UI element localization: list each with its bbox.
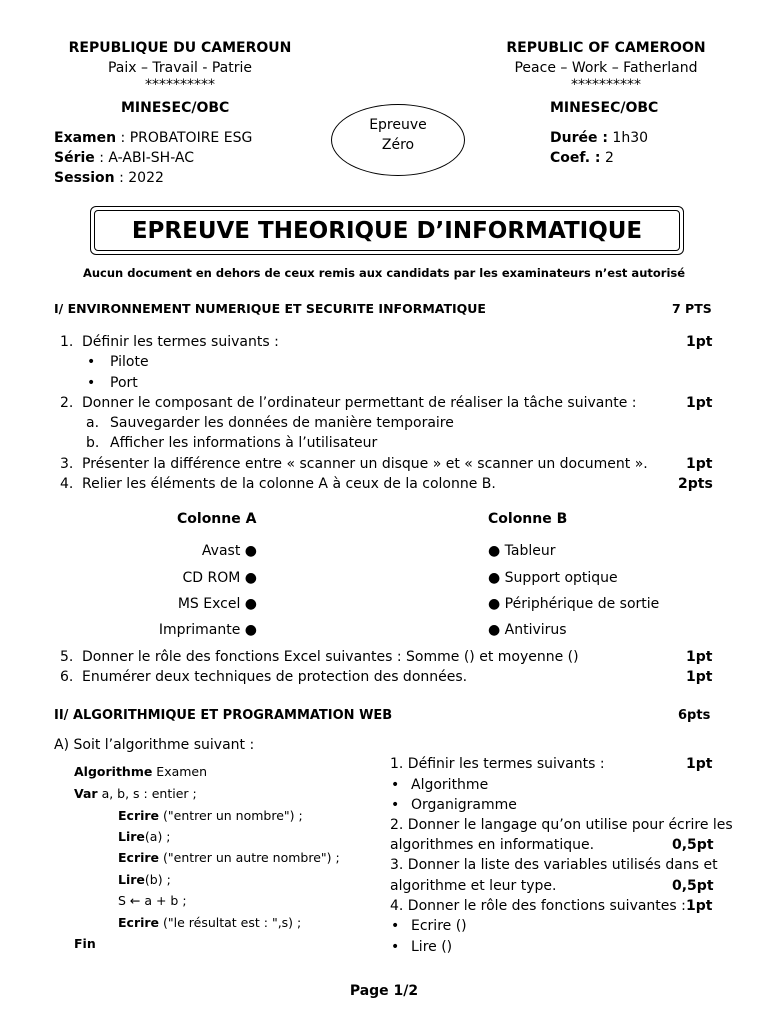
bullet-icon: • [391,918,400,934]
exam-label: Examen [54,130,117,146]
algo-line: Algorithme Examen [74,764,208,779]
q1-item: Pilote [110,354,149,370]
algo-line: Ecrire ("le résultat est : ",s) ; [118,915,302,930]
session-value: : 2022 [114,170,164,186]
header-right [476,38,736,92]
r4-text: 4. Donner le rôle des fonctions suivantes : [390,898,686,914]
q2-letter: a. [86,415,100,431]
bullet-icon: • [391,939,400,955]
epreuve-zero-oval [331,104,465,176]
serie-value: : A-ABI-SH-AC [94,150,195,166]
duration-info [550,128,648,168]
q1-points: 1pt [686,334,713,350]
q6-text: Enumérer deux techniques de protection des données. [82,669,468,685]
title-frame [90,206,684,255]
algo-line: Fin [74,936,96,951]
q3-text: Présenter la différence entre « scanner un disque » et « scanner un document ». [82,456,648,472]
header-left [50,38,310,92]
oval-line2: Zéro [381,137,415,153]
q1-item: Port [110,375,138,391]
exam-title: EPREUVE THEORIQUE D’INFORMATIQUE [94,210,680,251]
column-a-item: Imprimante ● [158,622,257,638]
stars-en: ********** [571,77,641,93]
motto-en: Peace – Work – Fatherland [514,60,698,76]
exam-info [54,128,252,188]
q2-number: 2. [60,395,74,411]
r3-line1: 3. Donner la liste des variables utilisés dans et [390,857,718,873]
q2-letter: b. [86,435,100,451]
coef-label: Coef. : [550,150,601,166]
section2-points: 6pts [678,708,711,723]
algo-line: Lire(b) ; [118,872,171,887]
column-a-item: CD ROM ● [182,570,257,586]
algo-line: S ← a + b ; [118,893,187,908]
q4-points: 2pts [678,476,713,492]
coef-value: 2 [600,150,614,166]
r2-line1: 2. Donner le langage qu’on utilise pour écrire les [390,817,733,833]
stars-fr: ********** [145,77,215,93]
r2-points: 0,5pt [672,837,714,853]
ministry-fr: MINESEC/OBC [121,100,230,116]
q5-text: Donner le rôle des fonctions Excel suivantes : Somme () et moyenne () [82,649,579,665]
q2-text: Donner le composant de l’ordinateur permettant de réaliser la tâche suivante : [82,395,637,411]
q5-number: 5. [60,649,74,665]
q3-number: 3. [60,456,74,472]
column-b-item: ● Périphérique de sortie [488,596,660,612]
q4-text: Relier les éléments de la colonne A à ceux de la colonne B. [82,476,496,492]
algo-line: Ecrire ("entrer un nombre") ; [118,808,303,823]
section2-heading: II/ ALGORITHMIQUE ET PROGRAMMATION WEB [54,708,393,723]
column-a-item: MS Excel ● [177,596,257,612]
column-b-title: Colonne B [488,511,568,527]
r3-line2: algorithme et leur type. [390,878,557,894]
bullet-icon: • [391,797,400,813]
q6-points: 1pt [686,669,713,685]
algo-line: Var a, b, s : entier ; [74,786,197,801]
column-a-item: Avast ● [201,543,257,559]
q6-number: 6. [60,669,74,685]
oval-line1: Epreuve [369,117,427,133]
r1-item: Organigramme [411,797,517,813]
q1-text: Définir les termes suivants : [82,334,279,350]
column-a-title: Colonne A [177,511,257,527]
algo-line: Lire(a) ; [118,829,171,844]
r1-points: 1pt [686,756,713,772]
r4-item: Lire () [411,939,453,955]
bullet-icon: • [391,777,400,793]
r1-text: 1. Définir les termes suivants : [390,756,605,772]
column-b-item: ● Support optique [488,570,618,586]
q4-number: 4. [60,476,74,492]
motto-fr: Paix – Travail - Patrie [107,60,253,76]
part-a-intro: A) Soit l’algorithme suivant : [54,737,255,753]
ministry-en: MINESEC/OBC [550,100,659,116]
section1-heading: I/ ENVIRONNEMENT NUMERIQUE ET SECURITE INFORMATIQUE [54,301,486,316]
duree-label: Durée : [550,130,608,146]
serie-label: Série [54,150,95,166]
duree-value: 1h30 [607,130,649,146]
section1-points: 7 PTS [672,301,712,316]
r1-item: Algorithme [411,777,489,793]
r4-item: Ecrire () [411,918,467,934]
q1-number: 1. [60,334,74,350]
r4-points: 1pt [686,898,713,914]
session-label: Session [54,170,115,186]
r3-points: 0,5pt [672,878,714,894]
r2-line2: algorithmes en informatique. [390,837,595,853]
page-number: Page 1/2 [349,983,419,999]
q2-points: 1pt [686,395,713,411]
q2-item: Afficher les informations à l’utilisateur [110,435,378,451]
q5-points: 1pt [686,649,713,665]
q2-item: Sauvegarder les données de manière temporaire [110,415,454,431]
country-en: REPUBLIC OF CAMEROON [506,40,706,56]
bullet-icon: • [87,354,96,370]
column-b-item: ● Tableur [488,543,556,559]
exam-value: : PROBATOIRE ESG [116,130,253,146]
algo-line: Ecrire ("entrer un autre nombre") ; [118,850,340,865]
notice: Aucun document en dehors de ceux remis aux candidats par les examinateurs n’est autorisé [82,266,686,280]
column-b-item: ● Antivirus [488,622,567,638]
bullet-icon: • [87,375,96,391]
q3-points: 1pt [686,456,713,472]
country-fr: REPUBLIQUE DU CAMEROUN [68,40,292,56]
